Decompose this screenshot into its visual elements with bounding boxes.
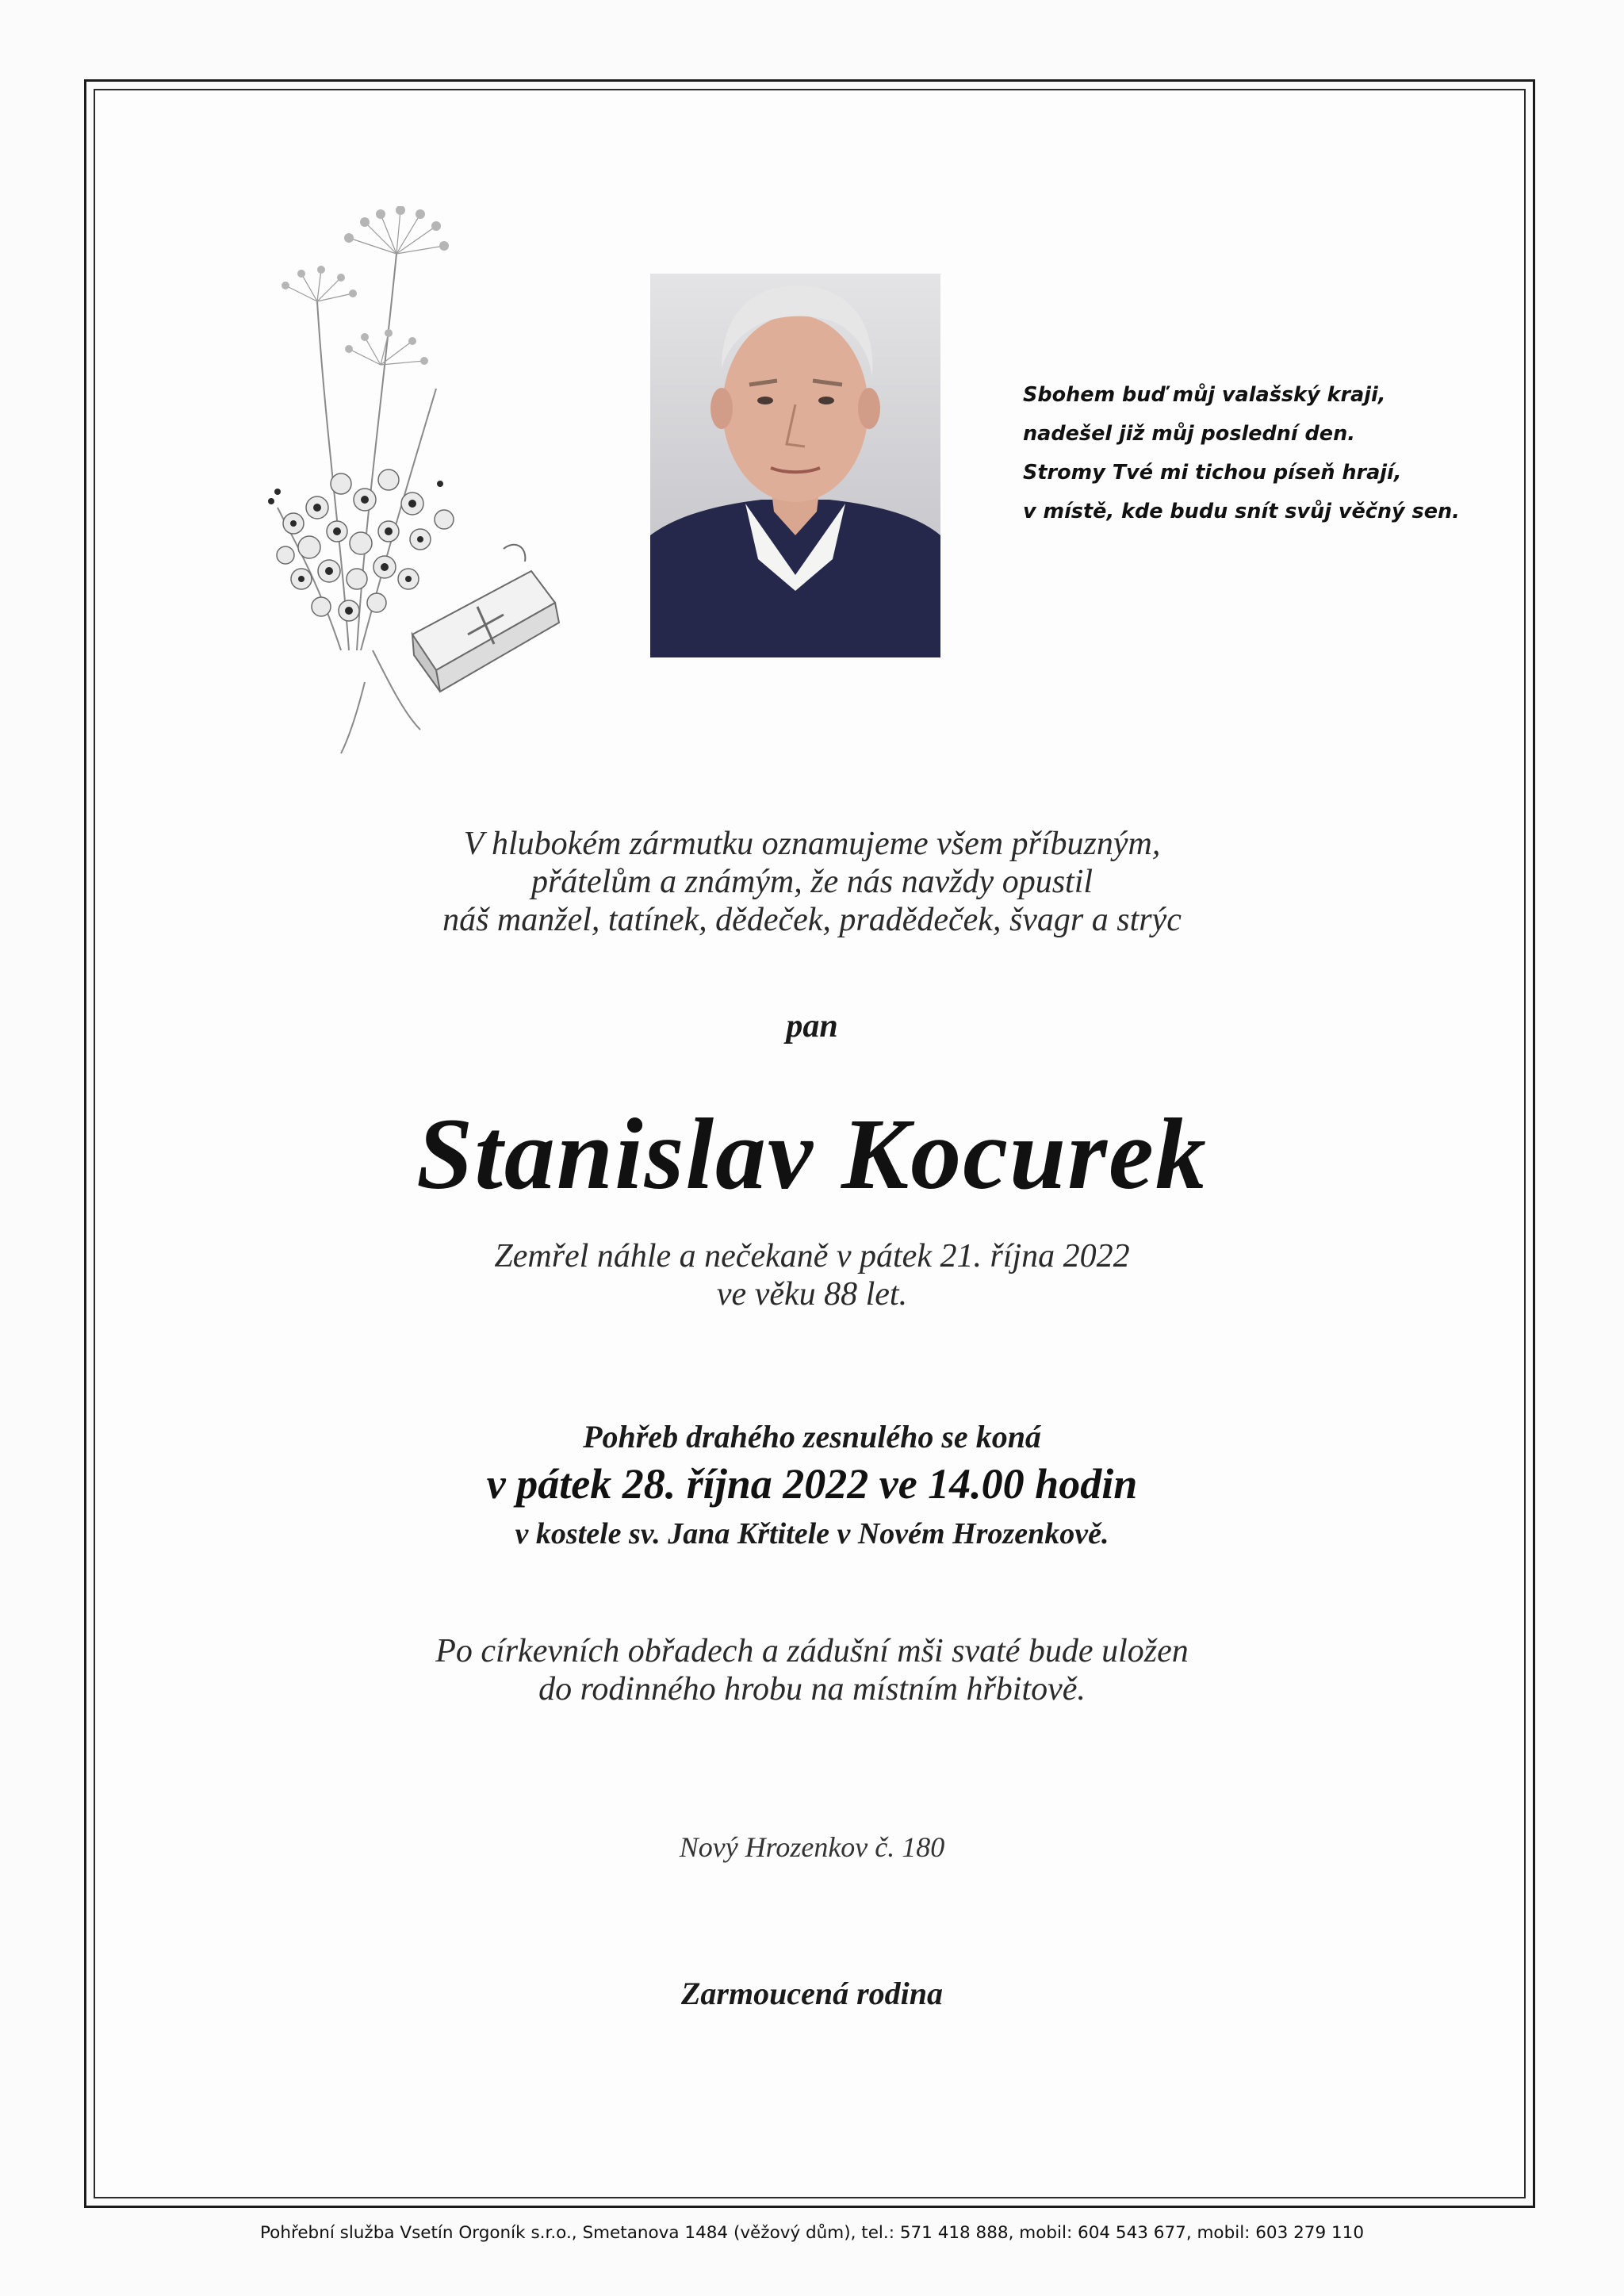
verse-line: Stromy Tvé mi tichou píseň hrají, bbox=[1023, 461, 1402, 485]
signature-family: Zarmoucená rodina bbox=[680, 1976, 944, 2011]
burial-line: do rodinného hrobu na místním hřbitově. bbox=[538, 1671, 1086, 1708]
intro-paragraph bbox=[0, 825, 1624, 939]
verse-line: Sbohem buď můj valašský kraji, bbox=[1023, 383, 1386, 407]
burial-info bbox=[0, 1632, 1624, 1708]
verse-line: v místě, kde budu snít svůj věčný sen. bbox=[1023, 500, 1460, 523]
intro-line: přátelům a známým, že nás navždy opustil bbox=[530, 864, 1094, 900]
funeral-location: v kostele sv. Jana Křtitele v Novém Hrozenkově. bbox=[515, 1517, 1109, 1550]
portrait-photo bbox=[650, 274, 940, 657]
family-address: Nový Hrozenkov č. 180 bbox=[679, 1831, 945, 1863]
intro-line: náš manžel, tatínek, dědeček, pradědeček, švagr a strýc bbox=[442, 902, 1182, 938]
intro-line: V hlubokém zármutku oznamujeme všem příbuzným, bbox=[463, 826, 1161, 862]
death-line: Zemřel náhle a nečekaně v pátek 21. října 2022 bbox=[494, 1238, 1130, 1274]
death-line: ve věku 88 let. bbox=[716, 1276, 908, 1313]
verse-line: nadešel již můj poslední den. bbox=[1023, 422, 1355, 446]
funeral-intro: Pohřeb drahého zesnulého se koná bbox=[583, 1419, 1041, 1455]
title-word: pan bbox=[786, 1008, 838, 1045]
death-info bbox=[0, 1237, 1624, 1313]
burial-line: Po církevních obřadech a zádušní mši svaté bude uložen bbox=[435, 1633, 1189, 1669]
flowers-and-book-illustration bbox=[230, 206, 579, 761]
verse-block bbox=[1023, 376, 1467, 531]
funeral-service-footer: Pohřební služba Vsetín Orgoník s.r.o., Smetanova 1484 (věžový dům), tel.: 571 418 888, mobil: 604 543 677, mobil: 603 279 110 bbox=[259, 2223, 1365, 2243]
funeral-date-time: v pátek 28. října 2022 ve 14.00 hodin bbox=[486, 1460, 1138, 1508]
deceased-name: Stanislav Kocurek bbox=[416, 1098, 1208, 1210]
